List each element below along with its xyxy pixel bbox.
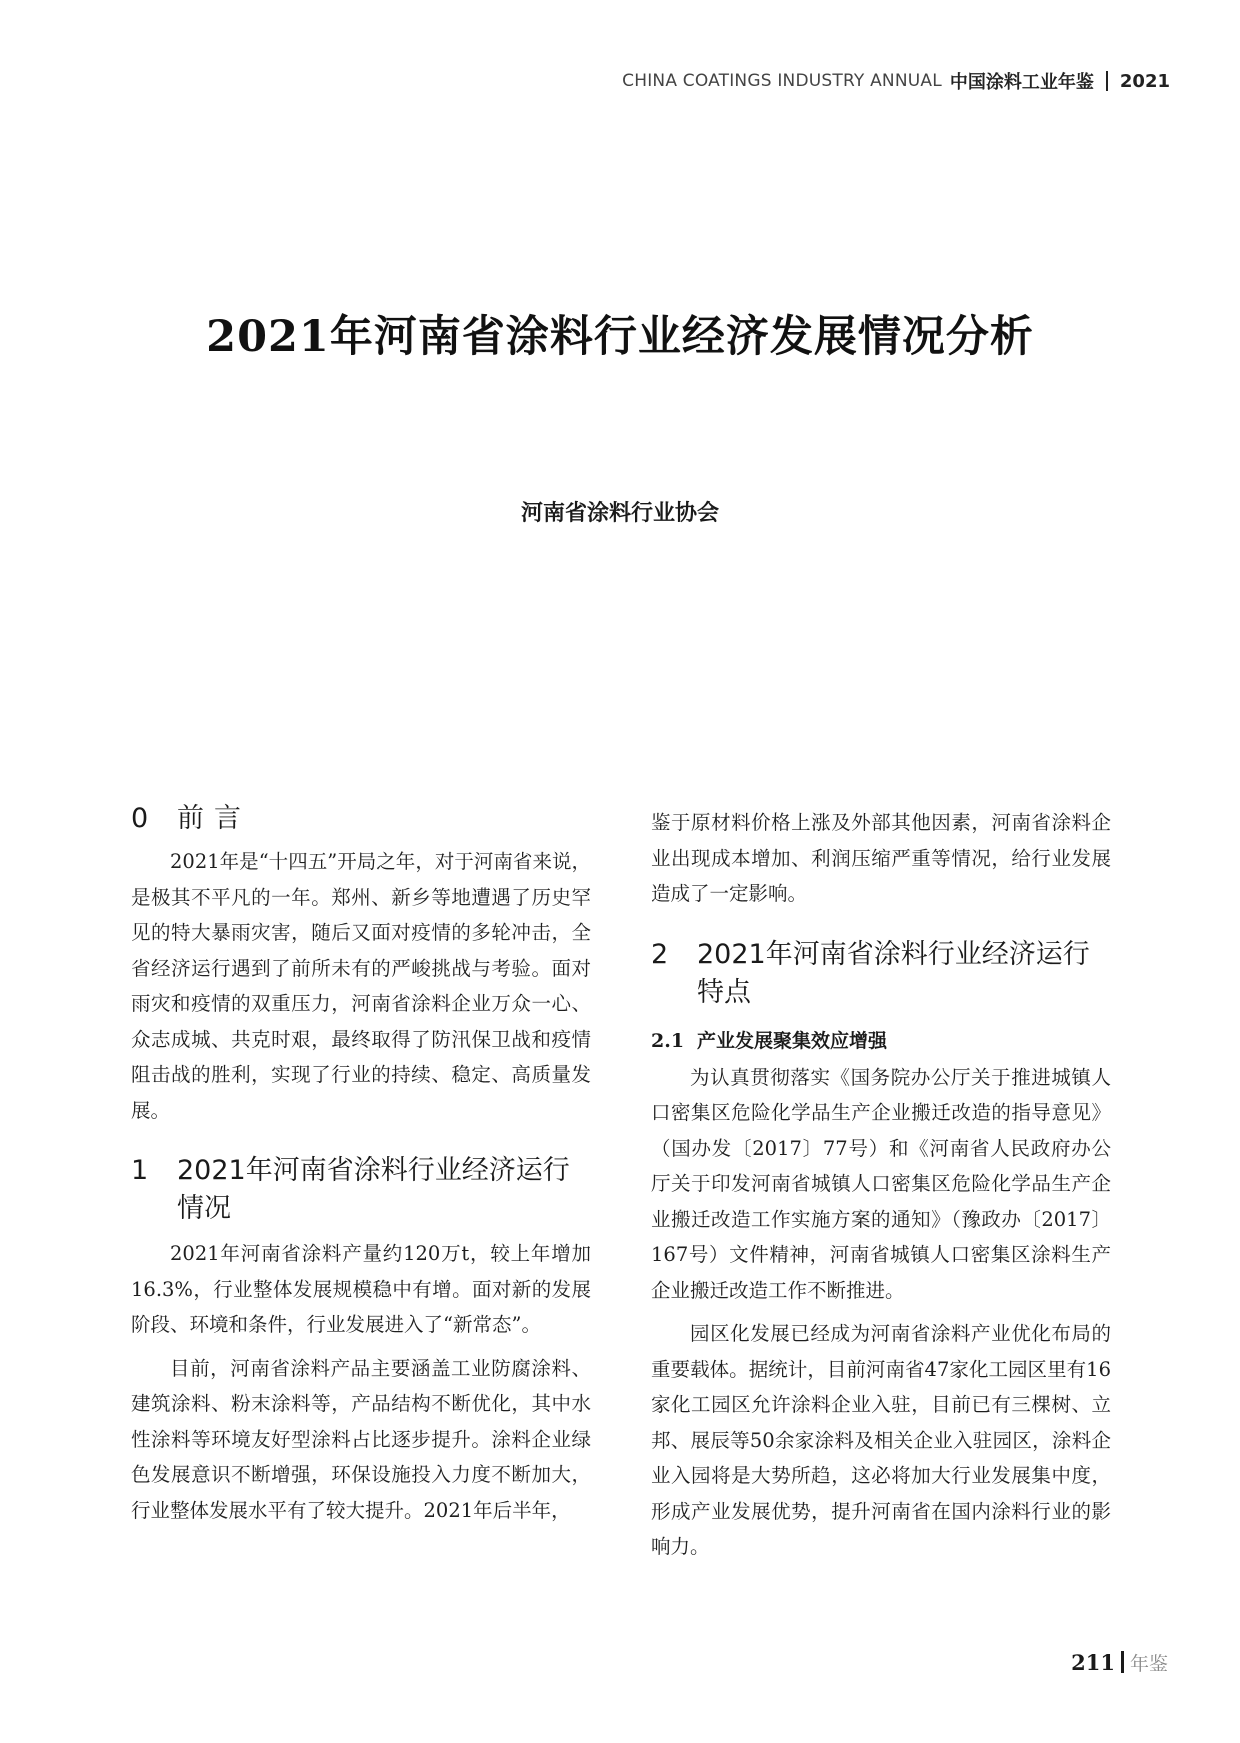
header-english-title: CHINA COATINGS INDUSTRY ANNUAL	[622, 71, 942, 91]
section-0-heading	[131, 800, 591, 838]
article-author: 河南省涂料行业协会	[520, 501, 719, 526]
section-1-number: 1	[131, 1155, 149, 1186]
section-2-title: 2021年河南省涂料行业经济运行特点	[697, 938, 1090, 1008]
subsection-2-1-paragraph-2: 园区化发展已经成为河南省涂料产业优化布局的重要载体。据统计，目前河南省47家化工园区里有16家化工园区允许涂料企业入驻，目前已有三棵树、立邦、展辰等50余家涂料及相关企业入驻园区，涂料企业入园将是大势所趋，这必将加大行业发展集中度，形成产业发展优势，提升河南省在国内涂料行业的影响力。	[651, 1322, 1111, 1558]
section-0-title: 前言	[177, 803, 251, 834]
left-column	[131, 800, 591, 1528]
header-chinese-title: 中国涂料工业年鉴	[949, 72, 1094, 93]
section-0-paragraph-1: 2021年是“十四五”开局之年，对于河南省来说，是极其不平凡的一年。郑州、新乡等地遭遇了历史罕见的特大暴雨灾害，随后又面对疫情的多轮冲击，全省经济运行遇到了前所未有的严峻挑战与考验。面对雨灾和疫情的双重压力，河南省涂料企业万众一心、众志成城、共克时艰，最终取得了防汛保卫战和疫情阻击战的胜利，实现了行业的持续、稳定、高质量发展。	[131, 850, 591, 1122]
subsection-2-1-number: 2.1	[651, 1029, 685, 1052]
section-1-heading	[131, 1152, 591, 1228]
subsection-2-1-heading	[651, 1026, 1111, 1056]
section-1-paragraph-2-continued: 鉴于原材料价格上涨及外部其他因素，河南省涂料企业出现成本增加、利润压缩严重等情况，给行业发展造成了一定影响。	[651, 811, 1111, 905]
header-year: 2021	[1119, 70, 1170, 92]
subsection-2-1-paragraph-1: 为认真贯彻落实《国务院办公厅关于推进城镇人口密集区危险化学品生产企业搬迁改造的指导意见》（国办发〔2017〕77号）和《河南省人民政府办公厅关于印发河南省城镇人口密集区危险化学品生产企业搬迁改造工作实施方案的通知》（豫政办〔2017〕167号）文件精神，河南省城镇人口密集区涂料生产企业搬迁改造工作不断推进。	[651, 1065, 1111, 1302]
section-1-paragraph-2: 目前，河南省涂料产品主要涵盖工业防腐涂料、建筑涂料、粉末涂料等，产品结构不断优化，其中水性涂料等环境友好型涂料占比逐步提升。涂料企业绿色发展意识不断增强，环保设施投入力度不断加大，行业整体发展水平有了较大提升。2021年后半年，	[131, 1356, 591, 1522]
running-header	[622, 66, 1170, 96]
header-divider	[1106, 71, 1108, 91]
subsection-2-1-title: 产业发展聚集效应增强	[697, 1029, 888, 1052]
footer-label: 年鉴	[1129, 1652, 1168, 1675]
section-1-paragraph-1: 2021年河南省涂料产量约120万t，较上年增加16.3%，行业整体发展规模稳中有增。面对新的发展阶段、环境和条件，行业发展进入了“新常态”。	[131, 1242, 591, 1336]
article-title: 2021年河南省涂料行业经济发展情况分析	[206, 312, 1034, 362]
section-2-number: 2	[651, 938, 669, 970]
footer-divider	[1121, 1651, 1124, 1673]
section-1-title: 2021年河南省涂料行业经济运行情况	[177, 1155, 570, 1224]
section-2-heading	[651, 936, 1111, 1012]
right-column	[651, 805, 1111, 1565]
page-footer	[1071, 1647, 1168, 1677]
page-number: 211	[1071, 1649, 1115, 1675]
section-0-number: 0	[131, 803, 149, 834]
